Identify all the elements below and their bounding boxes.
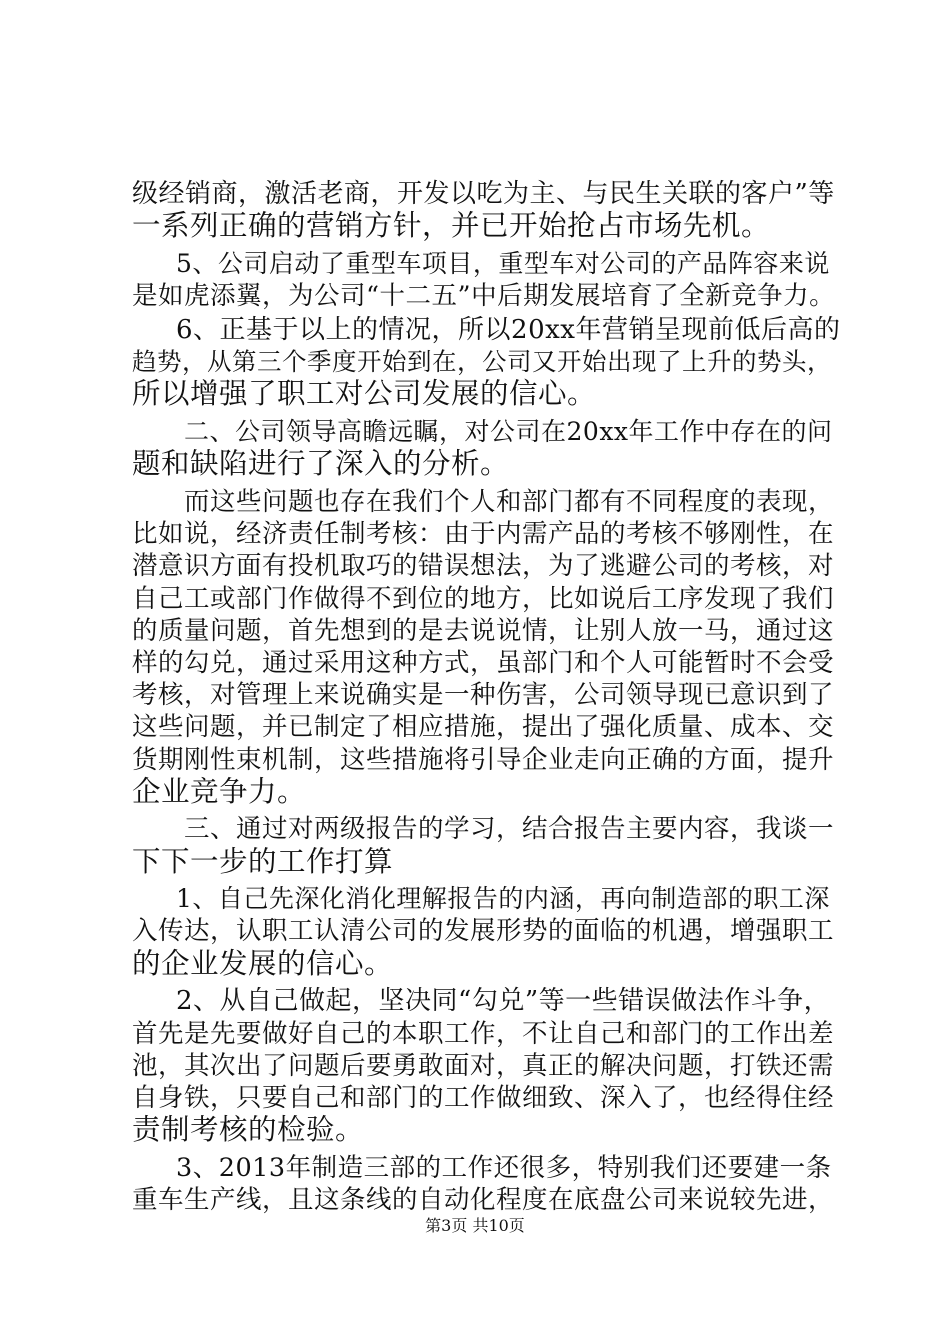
text-line: 自己工或部门作做得不到位的地方，比如说后工序发现了我们	[132, 584, 835, 614]
text-line: 级经销商，激活老商，开发以吃为主、与民生关联的客户”等	[132, 179, 835, 209]
text-line: 入传达，认职工认清公司的发展形势的面临的机遇，增强职工	[132, 916, 835, 946]
text-line: 的质量问题，首先想到的是去说说情，让别人放一马，通过这	[132, 616, 835, 646]
text-line: 二、公司领导高瞻远瞩，对公司在20xx年工作中存在的问	[184, 417, 833, 446]
text-line: 三、通过对两级报告的学习，结合报告主要内容，我谈一	[184, 814, 835, 844]
text-line: 池，其次出了问题后要勇敢面对，真正的解决问题，打铁还需	[132, 1051, 835, 1081]
text-line: 3、2013年制造三部的工作还很多，特别我们还要建一条	[176, 1153, 832, 1183]
text-line: 自身铁，只要自己和部门的工作做细致、深入了，也经得住经	[132, 1083, 835, 1113]
text-line: 题和缺陷进行了深入的分析。	[132, 447, 510, 480]
text-line: 企业竞争力。	[132, 775, 307, 808]
text-line: 所以增强了职工对公司发展的信心。	[132, 377, 597, 410]
text-line: 重车生产线，且这条线的自动化程度在底盘公司来说较先进，	[132, 1185, 835, 1215]
text-line: 首先是先要做好自己的本职工作，不让自己和部门的工作出差	[132, 1019, 835, 1049]
text-line: 2、从自己做起，坚决同“勾兑”等一些错误做法作斗争，	[176, 986, 831, 1016]
text-line: 样的勾兑，通过采用这种方式，虽部门和个人可能暂时不会受	[132, 648, 835, 678]
text-line: 而这些问题也存在我们个人和部门都有不同程度的表现，	[184, 487, 835, 517]
text-line: 一系列正确的营销方针，并已开始抢占市场先机。	[132, 209, 771, 242]
text-line: 潜意识方面有投机取巧的错误想法，为了逃避公司的考核，对	[132, 551, 835, 581]
text-line: 1、自己先深化消化理解报告的内涵，再向制造部的职工深	[176, 884, 830, 913]
text-line: 这些问题，并已制定了相应措施，提出了强化质量、成本、交	[132, 712, 835, 742]
text-line: 5、公司启动了重型车项目，重型车对公司的产品阵容来说	[176, 249, 830, 278]
text-line: 货期刚性束机制，这些措施将引导企业走向正确的方面，提升	[132, 745, 835, 775]
text-line: 下下一步的工作打算	[132, 845, 394, 878]
page-footer: 第3页 共10页	[425, 1216, 525, 1235]
text-line: 趋势，从第三个季度开始到在，公司又开始出现了上升的势头，	[132, 347, 832, 376]
text-line: 责制考核的检验。	[132, 1113, 365, 1146]
text-line: 的企业发展的信心。	[132, 947, 394, 980]
text-line: 考核，对管理上来说确实是一种伤害，公司领导现已意识到了	[132, 680, 835, 710]
text-line: 是如虎添翼，为公司“十二五”中后期发展培育了全新竞争力。	[132, 281, 836, 311]
text-line: 6、正基于以上的情况，所以20xx年营销呈现前低后高的	[176, 315, 841, 345]
text-line: 比如说，经济责任制考核：由于内需产品的考核不够刚性，在	[132, 519, 835, 549]
